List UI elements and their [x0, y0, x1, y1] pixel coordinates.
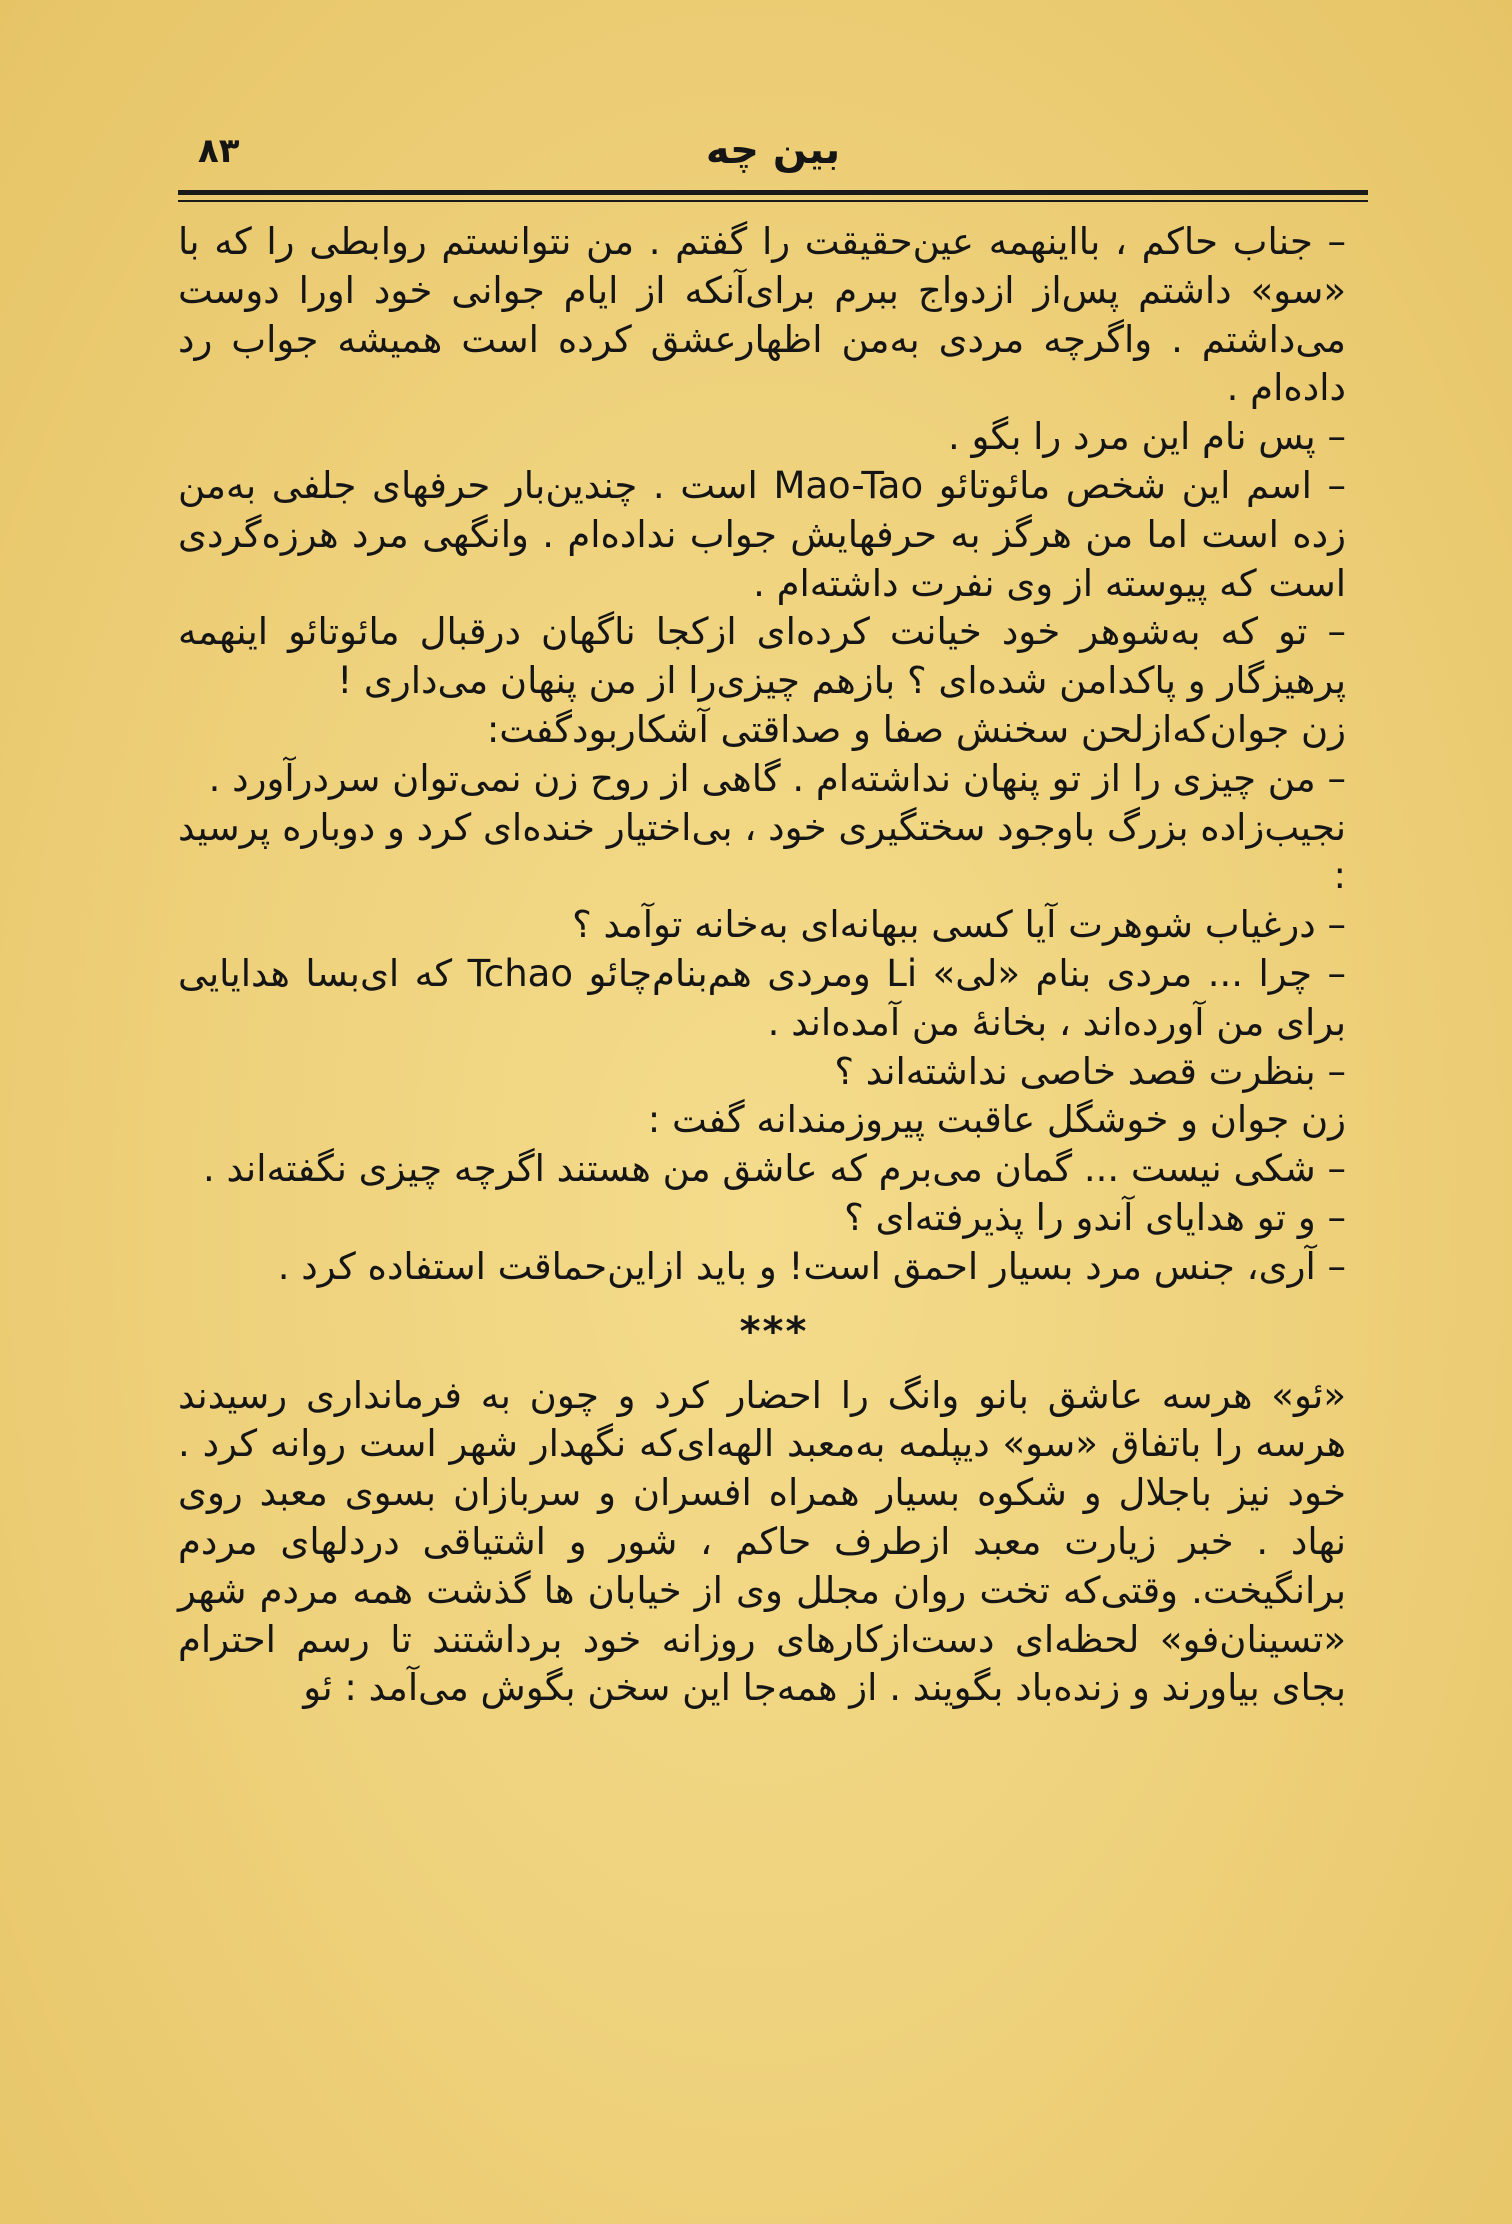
body-text	[178, 218, 1370, 1713]
paragraph: – من چیزی را از تو پنهان نداشته‌ام . گاهی از روح زن نمی‌توان سردرآورد .	[208, 756, 1346, 800]
paragraph: – بنظرت قصد خاصی نداشته‌اند ؟	[834, 1049, 1346, 1093]
paragraph: – اسم این شخص مائوتائو Mao-Tao است . چندین‌بار حرفهای جلفی به‌من زده است اما من هرگز به حرفهایش جواب نداده‌ام . وانگهی مرد هرزه‌گردی است که پیوسته از وی نفرت داشته‌ام .	[178, 463, 1346, 605]
header-rule-thin	[178, 200, 1368, 202]
running-title: بین چه	[705, 127, 841, 173]
page-number: ۸۳	[198, 131, 240, 171]
paragraph: – تو که به‌شوهر خود خیانت کرده‌ای ازکجا ناگهان درقبال مائوتائو اینهمه پرهیزگار و پاکدامن شده‌ای ؟ بازهم چیزی‌را از من پنهان می‌داری !	[178, 610, 1346, 703]
page-header	[178, 125, 1368, 181]
paragraph: – آری، جنس مرد بسیار احمق است! و باید ازاین‌حماقت استفاده کرد .	[277, 1244, 1346, 1288]
header-rule-thick	[178, 190, 1368, 195]
paragraph: – و تو هدایای آندو را پذیرفته‌ای ؟	[844, 1195, 1346, 1239]
paragraph: – پس نام این مرد را بگو .	[948, 415, 1346, 459]
paragraph: – درغیاب شوهرت آیا کسی ببهانه‌ای به‌خانه توآمد ؟	[572, 903, 1346, 947]
section-separator: ***	[739, 1308, 809, 1355]
paragraph: – چرا ... مردی بنام «لی» Li ومردی هم‌بنام‌چائو Tchao که ای‌بسا هدایایی برای من آورده‌اند ، بخانهٔ من آمده‌اند .	[178, 951, 1346, 1044]
paragraph: «ئو» هرسه عاشق بانو وانگ را احضار کرد و چون به فرمانداری رسیدند هرسه را باتفاق «سو» دیپلمه به‌معبد الهه‌ای‌که نگهدار شهر است روانه کرد . خود نیز باجلال و شکوه بسیار همراه افسران و سربازان بسوی معبد روی نهاد . خبر زیارت معبد ازطرف حاکم ، شور و اشتیاقی دردلهای مردم برانگیخت. وقتی‌که تخت روان مجلل وی از خیابان ها گذشت همه مردم شهر «تسینان‌فو» لحظه‌ای دست‌ازکارهای روزانه خود برداشتند تا رسم احترام بجای بیاورند و زنده‌باد بگویند . از همه‌جا این سخن بگوش می‌آمد : ئو	[178, 1373, 1346, 1710]
paragraph: زن جوان‌که‌ازلحن سخنش صفا و صداقتی آشکاربودگفت:	[486, 707, 1346, 751]
paragraph: زن جوان و خوشگل عاقبت پیروزمندانه گفت :	[647, 1098, 1346, 1142]
paragraph: – شکی نیست ... گمان می‌برم که عاشق من هستند اگرچه چیزی نگفته‌اند .	[202, 1147, 1346, 1191]
paragraph: نجیب‌زاده بزرگ باوجود سختگیری خود ، بی‌اختیار خنده‌ای کرد و دوباره پرسید :	[178, 805, 1346, 898]
paragraph: – جناب حاکم ، بااینهمه عین‌حقیقت را گفتم . من نتوانستم روابطی را که با «سو» داشتم پس‌از ازدواج ببرم برای‌آنکه از ایام جوانی خود اورا دوست می‌داشتم . واگرچه مردی به‌من اظهارعشق کرده است همیشه جواب رد داده‌ام .	[178, 220, 1346, 410]
